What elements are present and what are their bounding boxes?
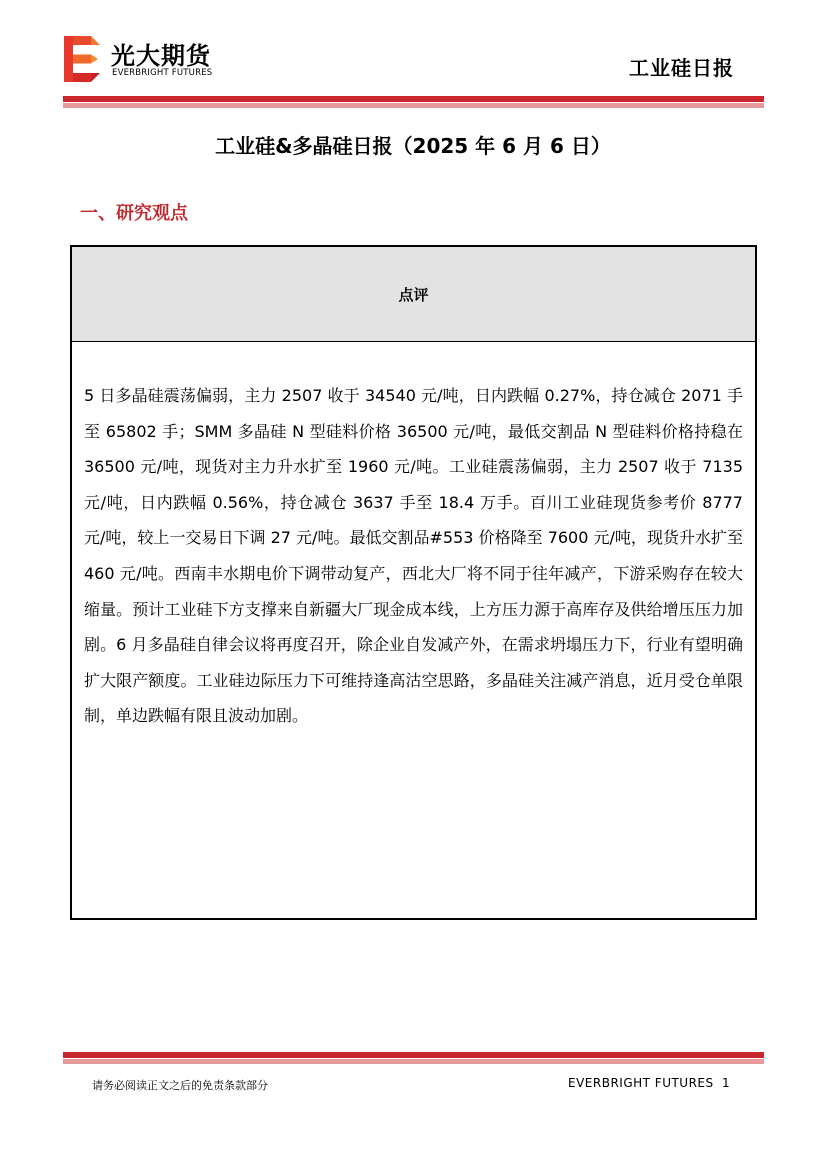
table-header: 点评: [72, 247, 755, 342]
report-title: 工业硅日报: [629, 56, 734, 80]
table-body-text: 5 日多晶硅震荡偏弱，主力 2507 收于 34540 元/吨，日内跌幅 0.27%，持仓减仓 2071 手至 65802 手；SMM 多晶硅 N 型硅料价格 36500 元/吨，最低交割品 N 型硅料价格持稳在 36500 元/吨，现货对主力升水扩至 1960 元/吨。工业硅震荡偏弱，主力 2507 收于 7135 元/吨，日内跌幅 0.56%，持仓减仓 3637 手至 18.4 万手。百川工业硅现货参考价 8777 元/吨，较上一交易日下调 27 元/吨。最低交割品#553 价格降至 7600 元/吨，现货升水扩至 460 元/吨。西南丰水期电价下调带动复产，西北大厂将不同于往年减产，下游采购存在较大缩量。预计工业硅下方支撑来自新疆大厂现金成本线，上方压力源于高库存及供给增压压力加剧。6 月多晶硅自律会议将再度召开，除企业自发减产外，在需求坍塌压力下，行业有望明确扩大限产额度。工业硅边际压力下可维持逢高沽空思路，多晶硅关注减产消息，近月受仓单限制，单边跌幅有限且波动加剧。: [84, 386, 743, 726]
document-title: 工业硅&多晶硅日报（2025 年 6 月 6 日）: [215, 134, 611, 158]
footer-divider: [63, 1052, 764, 1064]
brand-name-cn: 光大期货: [111, 42, 211, 70]
section-heading: 一、研究观点: [80, 203, 188, 224]
brand-name-en: EVERBRIGHT FUTURES: [112, 68, 213, 78]
footer-brand: EVERBRIGHT FUTURES: [568, 1076, 714, 1090]
header-divider: [63, 96, 764, 108]
page-number: 1: [722, 1076, 730, 1090]
footer-disclaimer: 请务必阅读正文之后的免责条款部分: [92, 1079, 268, 1092]
everbright-logo-icon: [64, 36, 100, 82]
comment-table: [70, 245, 757, 920]
